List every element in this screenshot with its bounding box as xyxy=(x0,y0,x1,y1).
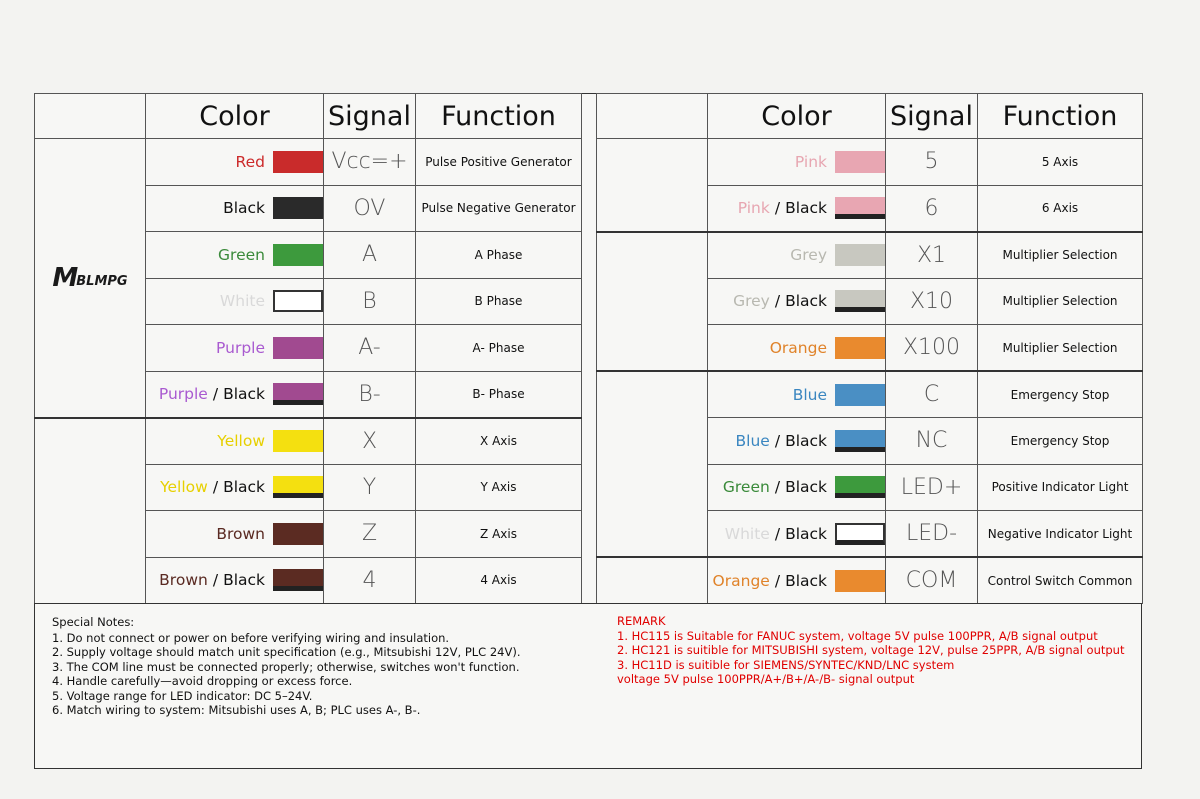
function-cell: 4 Axis xyxy=(416,557,582,604)
left-header-color: Color xyxy=(146,94,324,139)
wire-color-name: Brown xyxy=(216,524,265,543)
wire-color-cell xyxy=(146,139,324,186)
wire-swatch xyxy=(273,337,323,359)
function-cell: Multiplier Selection xyxy=(978,278,1143,325)
wire-swatch xyxy=(835,430,885,452)
wire-swatch xyxy=(835,151,885,173)
function-cell: A Phase xyxy=(416,232,582,279)
wire-color-name: Purple xyxy=(158,385,208,403)
slash-divider: / xyxy=(774,571,781,590)
wire-stripe-name: Black xyxy=(223,571,265,590)
function-cell: 6 Axis xyxy=(978,185,1143,232)
remark-item: voltage 5V pulse 100PPR/A+/B+/A-/B- signal output xyxy=(617,672,915,686)
wire-row xyxy=(597,232,1143,279)
note-item: 4. Handle carefully—avoid dropping or excess force. xyxy=(52,674,353,688)
wire-stripe-name: Black xyxy=(785,571,827,590)
signal-cell: 4 xyxy=(324,557,416,604)
slash-divider: / xyxy=(212,385,219,403)
wire-color-cell xyxy=(146,185,324,232)
function-cell: 5 Axis xyxy=(978,139,1143,186)
function-cell: Pulse Negative Generator xyxy=(416,185,582,232)
wire-color-cell xyxy=(146,557,324,604)
wire-color-cell xyxy=(146,464,324,511)
wire-stripe-name: Black xyxy=(785,524,827,543)
wire-swatch xyxy=(835,337,885,359)
remark-item: 3. HC11D is suitible for SIEMENS/SYNTEC/KND/LNC system xyxy=(617,657,955,672)
special-notes-title: Special Notes: xyxy=(52,615,135,629)
slash-divider: / xyxy=(212,571,219,590)
wire-color-name: Green xyxy=(722,478,770,497)
signal-cell: X1 xyxy=(886,232,978,279)
wire-stripe-name: Black xyxy=(785,478,827,497)
wire-swatch xyxy=(273,523,323,545)
wire-color-cell xyxy=(708,278,886,325)
wire-swatch xyxy=(273,476,323,498)
wire-color-name: Brown xyxy=(159,571,208,590)
group-cell xyxy=(597,371,708,557)
wire-color-name: Green xyxy=(218,245,265,264)
wire-color-name: Yellow xyxy=(217,432,265,450)
special-notes xyxy=(52,615,592,718)
wire-row xyxy=(35,418,582,465)
slash-divider: / xyxy=(774,199,781,217)
wire-swatch xyxy=(273,151,323,173)
signal-cell: A xyxy=(324,232,416,279)
right-header-row xyxy=(597,94,1143,139)
note-item: 1. Do not connect or power on before verifying wiring and insulation. xyxy=(52,630,450,645)
wire-swatch xyxy=(835,570,885,592)
signal-cell: LED- xyxy=(886,511,978,558)
wire-color-cell xyxy=(708,557,886,604)
wire-stripe-name: Black xyxy=(223,478,265,497)
wire-swatch xyxy=(273,197,323,219)
group-cell xyxy=(597,557,708,604)
wire-color-name: Grey xyxy=(733,292,770,311)
left-header-row xyxy=(35,94,582,139)
group-cell xyxy=(597,139,708,232)
wire-color-name: White xyxy=(724,524,770,543)
signal-cell: A- xyxy=(324,325,416,372)
wire-color-name: Orange xyxy=(712,571,770,590)
signal-cell: COM xyxy=(886,557,978,604)
signal-cell: NC xyxy=(886,418,978,465)
wire-color-name: Grey xyxy=(790,246,827,264)
wire-color-cell xyxy=(708,418,886,465)
slash-divider: / xyxy=(212,478,219,497)
function-cell: Emergency Stop xyxy=(978,418,1143,465)
wire-swatch xyxy=(835,384,885,406)
signal-cell: Y xyxy=(324,464,416,511)
function-cell: B- Phase xyxy=(416,371,582,418)
right-header-blank xyxy=(597,94,708,139)
function-cell: A- Phase xyxy=(416,325,582,372)
wire-color-name: Yellow xyxy=(160,478,208,497)
wire-swatch xyxy=(835,523,885,545)
wire-swatch xyxy=(273,244,323,266)
function-cell: Pulse Positive Generator xyxy=(416,139,582,186)
remark-title: REMARK xyxy=(617,614,666,628)
wire-color-cell xyxy=(146,511,324,558)
remark-item: 1. HC115 is Suitable for FANUC system, voltage 5V pulse 100PPR, A/B signal output xyxy=(617,628,1098,643)
slash-divider: / xyxy=(774,478,781,497)
function-cell: Negative Indicator Light xyxy=(978,511,1143,558)
remark-item: 2. HC121 is suitible for MITSUBISHI system, voltage 12V, pulse 25PPR, A/B signal output xyxy=(617,643,1125,657)
wire-color-cell xyxy=(146,278,324,325)
signal-cell: LED+ xyxy=(886,464,978,511)
wire-color-cell xyxy=(708,464,886,511)
wire-color-cell xyxy=(708,511,886,558)
wire-stripe-name: Black xyxy=(785,431,827,450)
wire-color-cell xyxy=(146,232,324,279)
notes-divider xyxy=(34,603,1142,604)
wire-color-cell xyxy=(146,371,324,418)
signal-cell: C xyxy=(886,371,978,418)
function-cell: B Phase xyxy=(416,278,582,325)
signal-cell: B xyxy=(324,278,416,325)
wire-swatch xyxy=(835,244,885,266)
mblmpg-logo xyxy=(52,262,128,293)
wire-color-cell xyxy=(708,325,886,372)
wire-color-cell xyxy=(708,371,886,418)
wire-swatch xyxy=(835,197,885,219)
function-cell: Multiplier Selection xyxy=(978,325,1143,372)
wire-row xyxy=(597,371,1143,418)
wire-color-name: Purple xyxy=(216,338,265,357)
left-header-signal: Signal xyxy=(324,94,416,139)
slash-divider: / xyxy=(774,292,781,311)
logo-m: M xyxy=(52,262,77,293)
wire-color-cell xyxy=(708,139,886,186)
slash-divider: / xyxy=(774,431,781,450)
wire-stripe-name: Black xyxy=(223,385,265,403)
group-cell xyxy=(35,418,146,604)
signal-cell: X10 xyxy=(886,278,978,325)
wire-swatch xyxy=(273,569,323,591)
left-wiring-table xyxy=(34,93,582,604)
wire-swatch xyxy=(273,430,323,452)
function-cell: X Axis xyxy=(416,418,582,465)
wire-color-name: Pink xyxy=(794,152,827,171)
function-cell: Positive Indicator Light xyxy=(978,464,1143,511)
right-header-color: Color xyxy=(708,94,886,139)
wire-swatch xyxy=(835,476,885,498)
group-cell xyxy=(35,139,146,418)
wire-swatch xyxy=(273,290,323,312)
left-header-blank xyxy=(35,94,146,139)
group-cell xyxy=(597,232,708,372)
note-item: 3. The COM line must be connected properly; otherwise, switches won't function. xyxy=(52,659,520,674)
note-item: 2. Supply voltage should match unit specification (e.g., Mitsubishi 12V, PLC 24V). xyxy=(52,645,521,659)
signal-cell: X xyxy=(324,418,416,465)
wire-color-name: Red xyxy=(235,152,265,171)
wire-color-name: White xyxy=(219,292,265,311)
wire-swatch xyxy=(835,290,885,312)
wire-color-cell xyxy=(146,418,324,465)
logo-rest: BLMPG xyxy=(76,273,128,289)
function-cell: Z Axis xyxy=(416,511,582,558)
right-header-function: Function xyxy=(978,94,1143,139)
wire-color-name: Blue xyxy=(792,385,827,404)
function-cell: Control Switch Common xyxy=(978,557,1143,604)
function-cell: Multiplier Selection xyxy=(978,232,1143,279)
wire-stripe-name: Black xyxy=(785,292,827,311)
wire-color-name: Orange xyxy=(769,338,827,357)
signal-cell: Vcc=+ xyxy=(324,139,416,186)
left-header-function: Function xyxy=(416,94,582,139)
function-cell: Emergency Stop xyxy=(978,371,1143,418)
wire-row xyxy=(35,139,582,186)
wire-color-cell xyxy=(146,325,324,372)
signal-cell: Z xyxy=(324,511,416,558)
note-item: 6. Match wiring to system: Mitsubishi uses A, B; PLC uses A-, B-. xyxy=(52,703,421,717)
wire-row xyxy=(597,557,1143,604)
wire-color-cell xyxy=(708,185,886,232)
wire-color-name: Black xyxy=(223,199,265,218)
note-item: 5. Voltage range for LED indicator: DC 5–24V. xyxy=(52,688,313,703)
remark-block xyxy=(617,614,1147,687)
wire-color-cell xyxy=(708,232,886,279)
right-wiring-table xyxy=(596,93,1143,604)
wire-row xyxy=(597,139,1143,186)
signal-cell: X100 xyxy=(886,325,978,372)
signal-cell: OV xyxy=(324,185,416,232)
signal-cell: B- xyxy=(324,371,416,418)
wire-stripe-name: Black xyxy=(785,199,827,217)
slash-divider: / xyxy=(774,524,781,543)
wire-color-name: Blue xyxy=(735,431,770,450)
function-cell: Y Axis xyxy=(416,464,582,511)
right-header-signal: Signal xyxy=(886,94,978,139)
signal-cell: 6 xyxy=(886,185,978,232)
signal-cell: 5 xyxy=(886,139,978,186)
wire-swatch xyxy=(273,383,323,405)
wire-color-name: Pink xyxy=(737,199,770,217)
